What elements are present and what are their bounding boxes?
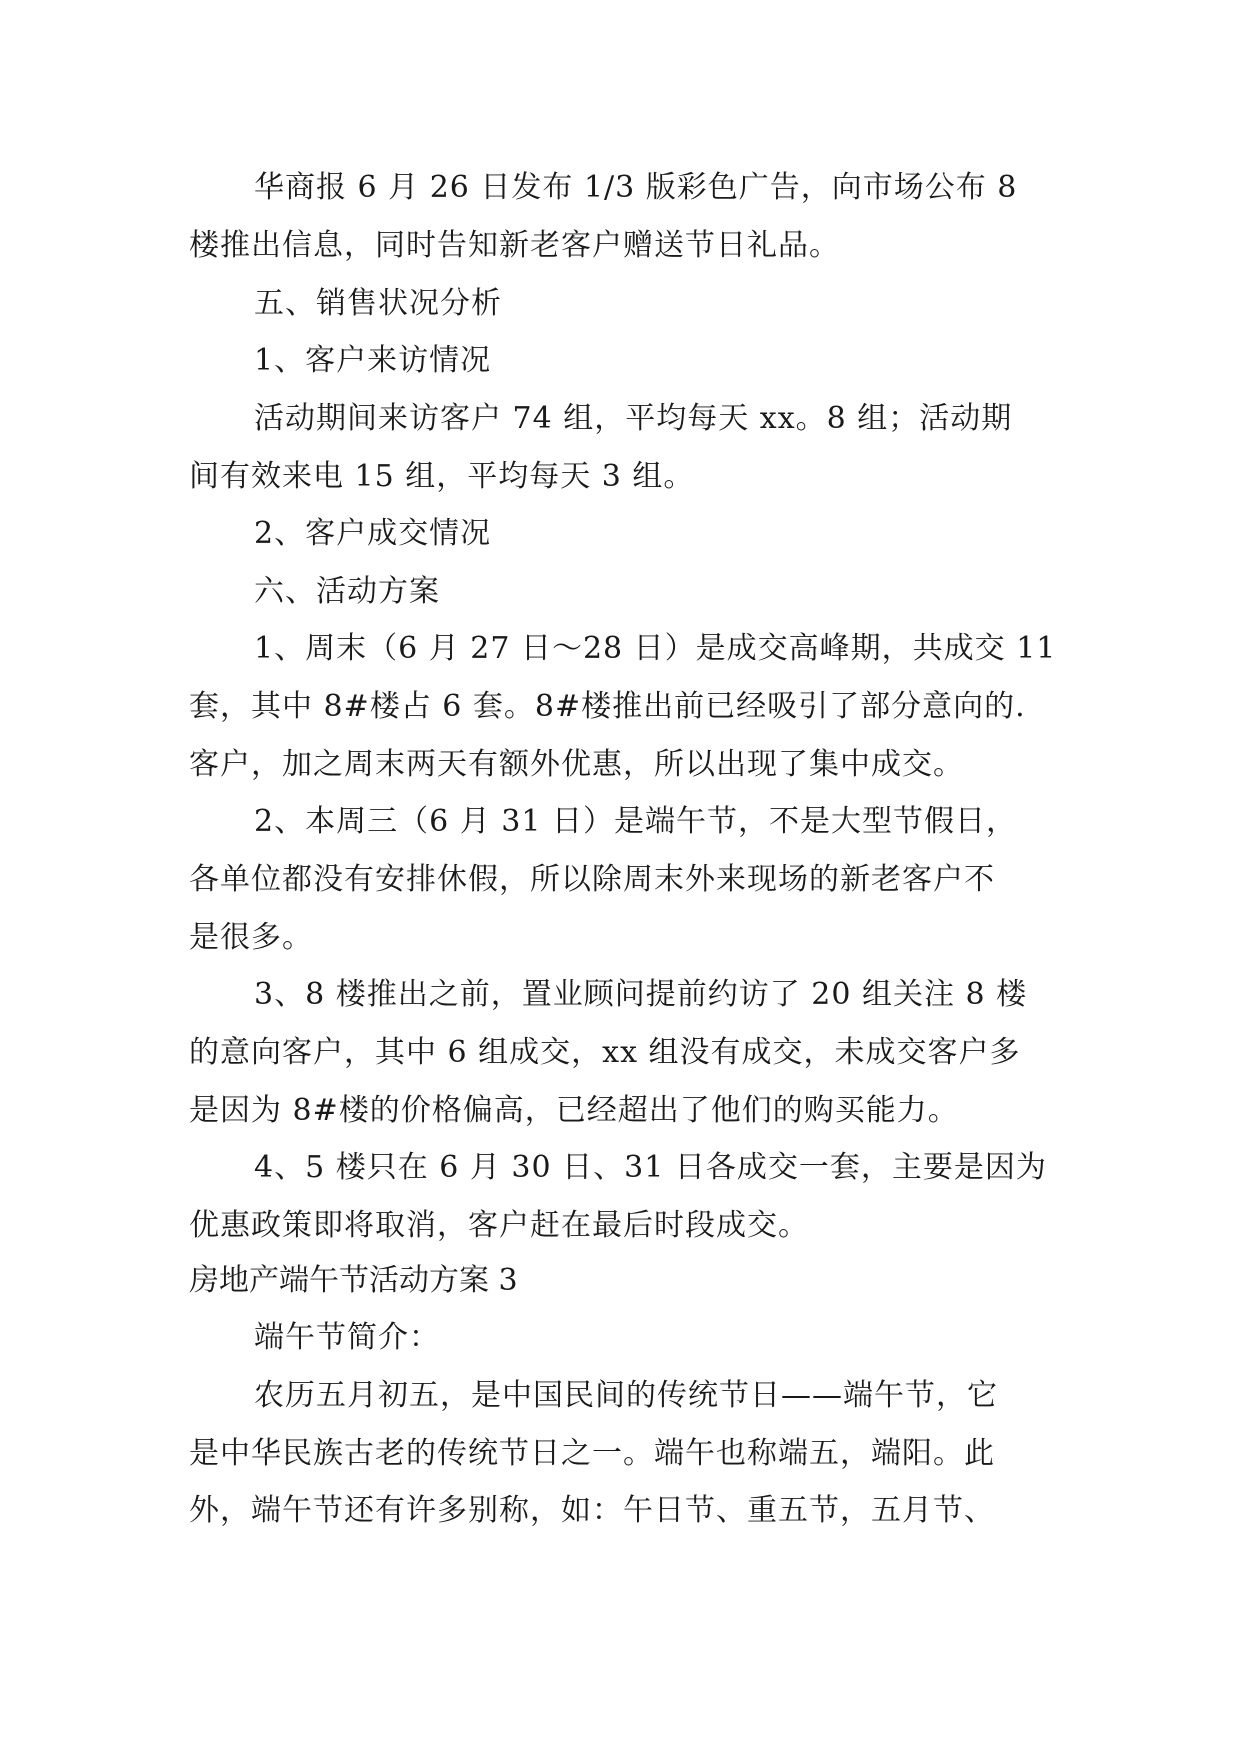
document-title: 房地产端午节活动方案 3 [189, 1263, 518, 1298]
paragraph-line: 2、本周三（6 月 31 日）是端午节，不是大型节假日， [254, 804, 1017, 839]
subsection-heading: 2、客户成交情况 [254, 516, 492, 551]
paragraph-line: 楼推出信息，同时告知新老客户赠送节日礼品。 [189, 228, 840, 263]
section-heading: 六、活动方案 [254, 574, 440, 609]
paragraph-line: 外，端午节还有许多别称，如：午日节、重五节，五月节、 [189, 1493, 995, 1528]
paragraph-line: 是因为 8#楼的价格偏高，已经超出了他们的购买能力。 [189, 1093, 959, 1128]
paragraph-line: 各单位都没有安排休假，所以除周末外来现场的新老客户不 [189, 862, 995, 897]
section-heading: 五、销售状况分析 [254, 286, 502, 321]
paragraph-line: 华商报 6 月 26 日发布 1/3 版彩色广告，向市场公布 8 [254, 170, 1018, 205]
paragraph-line: 的意向客户，其中 6 组成交，xx 组没有成交，未成交客户多 [189, 1035, 1021, 1070]
paragraph-line: 优惠政策即将取消，客户赶在最后时段成交。 [189, 1208, 809, 1243]
paragraph-line: 农历五月初五，是中国民间的传统节日——端午节，它 [254, 1378, 998, 1413]
paragraph-line: 套，其中 8#楼占 6 套。8#楼推出前已经吸引了部分意向的. [189, 689, 1026, 724]
paragraph-line: 活动期间来访客户 74 组，平均每天 xx。8 组；活动期 [254, 401, 1013, 436]
subsection-heading: 1、客户来访情况 [254, 343, 492, 378]
paragraph-line: 是中华民族古老的传统节日之一。端午也称端五，端阳。此 [189, 1436, 995, 1471]
paragraph-line: 3、8 楼推出之前，置业顾问提前约访了 20 组关注 8 楼 [254, 977, 1028, 1012]
paragraph-line: 客户，加之周末两天有额外优惠，所以出现了集中成交。 [189, 747, 964, 782]
subsection-heading: 端午节简介： [254, 1320, 440, 1355]
paragraph-line: 4、5 楼只在 6 月 30 日、31 日各成交一套，主要是因为 [254, 1150, 1047, 1185]
paragraph-line: 间有效来电 15 组，平均每天 3 组。 [189, 459, 695, 494]
paragraph-line: 是很多。 [189, 920, 313, 955]
paragraph-line: 1、周末（6 月 27 日～28 日）是成交高峰期，共成交 11 [254, 631, 1057, 666]
